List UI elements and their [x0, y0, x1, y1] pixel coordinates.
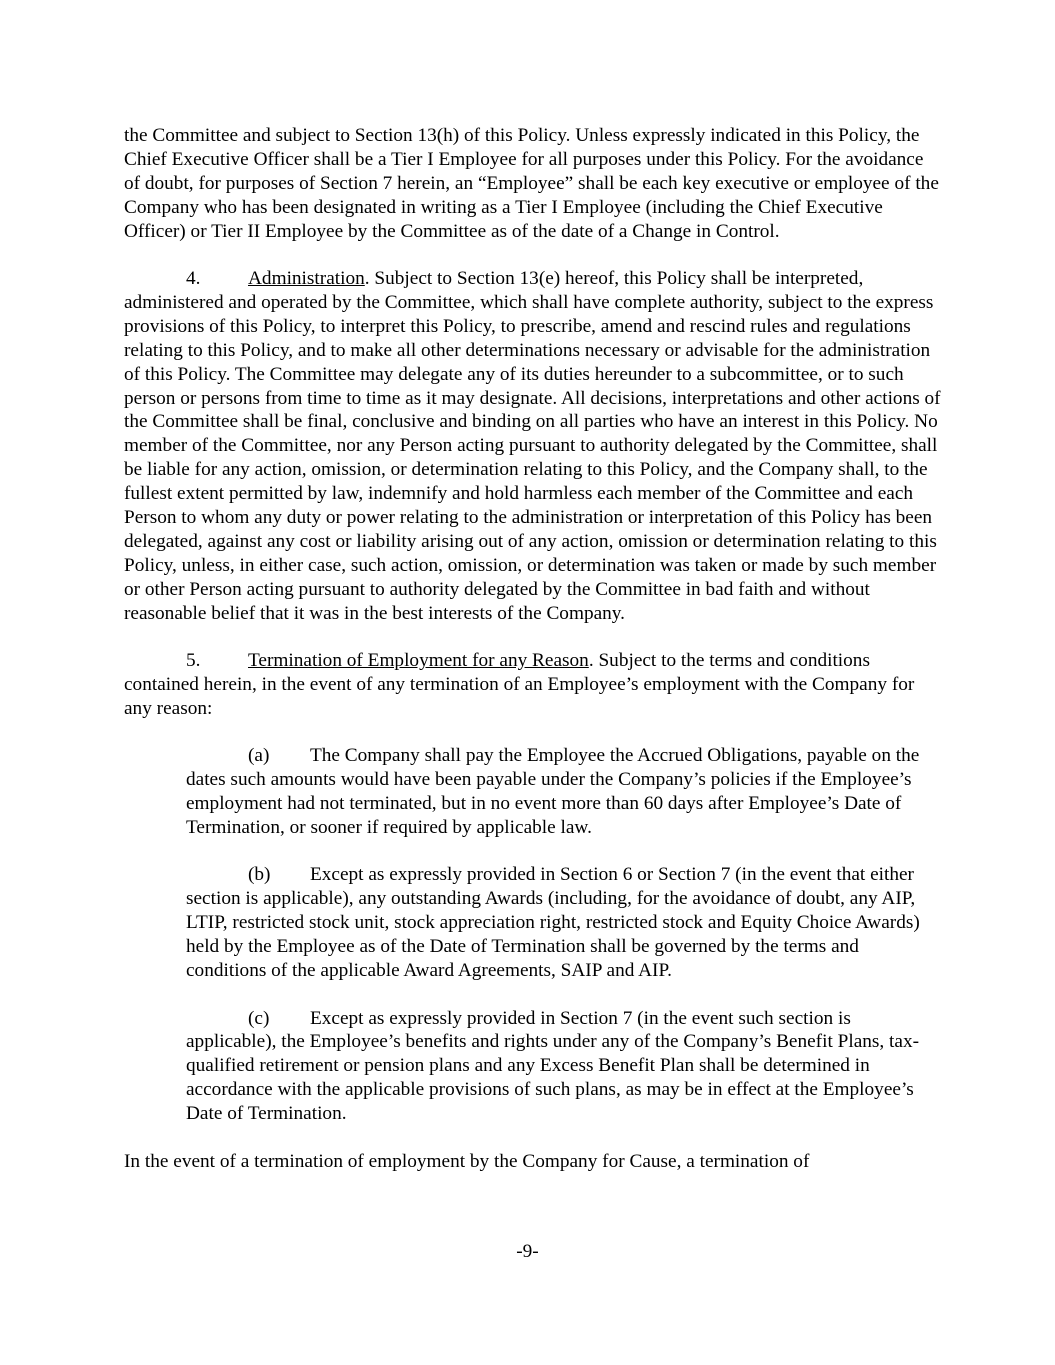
- item-c-text: Except as expressly provided in Section 7 (in the event such section is applicable), the Employee’s benefits and rights under any of the Company’s Benefit Plans, tax-qualified retirement or pension plans and any Excess Benefit Plan shall be determined in accordance with the applicable provisions of such plans, as may be in effect at the Employee’s Date of Termination.: [186, 1007, 920, 1125]
- item-b-text: Except as expressly provided in Section 6 or Section 7 (in the event that either section is applicable), any outstanding Awards (including, for the avoidance of doubt, any AIP, LTIP, restricted stock unit, stock appreciation right, restricted stock and Equity Choice Awards) held by the Employee as of the Date of Termination shall be governed by the terms and conditions of the applicable Award Agreements, SAIP and AIP.: [186, 864, 920, 982]
- section-4-body: . Subject to Section 13(e) hereof, this Policy shall be interpreted, administered and operated by the Committee, which shall have complete authority, subject to the express provisions of this Policy, to interpret this Policy, to prescribe, amend and rescind rules and regulations relating to this Policy, and to make all other determinations necessary or advisable for the administration of this Policy. The Committee may delegate any of its duties hereunder to a subcommittee, or to such person or persons from time to time as it may designate. All decisions, interpretations and other actions of the Committee shall be final, conclusive and binding on all parties who have an interest in this Policy. No member of the Committee, nor any Person acting pursuant to authority delegated by the Committee, shall be liable for any action, omission, or determination relating to this Policy, and the Company shall, to the fullest extent permitted by law, indemnify and hold harmless each member of the Committee and each Person to whom any duty or power relating to the administration or interpretation of this Policy has been delegated, against any cost or liability arising out of any action, omission or determination relating to this Policy, unless, in either case, such action, omission, or determination was taken or made by such member or other Person acting pursuant to authority delegated by the Committee in bad faith and without reasonable belief that it was in the best interests of the Company.: [124, 268, 941, 624]
- closing-paragraph: [124, 1150, 944, 1174]
- section-5-item-a: [186, 744, 944, 840]
- item-a-label: (a): [248, 745, 270, 767]
- intro-text: the Committee and subject to Section 13(h) of this Policy. Unless expressly indicated in this Policy, the Chief Executive Officer shall be a Tier I Employee for all purposes under this Policy. For the avoidance of doubt, for purposes of Section 7 herein, an “Employee” shall be each key executive or employee of the Company who has been designated in writing as a Tier I Employee (including the Chief Executive Officer) or Tier II Employee by the Committee as of the date of a Change in Control.: [124, 125, 939, 242]
- section-5-paragraph: [124, 649, 944, 721]
- closing-text: In the event of a termination of employment by the Company for Cause, a termination of: [124, 1150, 810, 1172]
- intro-paragraph: [124, 124, 944, 244]
- document-body: [124, 124, 944, 1173]
- section-4-paragraph: [124, 267, 944, 626]
- section-5-number: 5.: [186, 650, 201, 672]
- item-c-label: (c): [248, 1007, 270, 1029]
- item-b-label: (b): [248, 864, 271, 886]
- section-5-heading: Termination of Employment for any Reason: [248, 650, 589, 672]
- section-5-body: . Subject to the terms and conditions contained herein, in the event of any termination of an Employee’s employment with the Company for any reason:: [124, 650, 915, 719]
- item-a-text: The Company shall pay the Employee the Accrued Obligations, payable on the dates such amounts would have been payable under the Company’s policies if the Employee’s employment had not terminated, but in no event more than 60 days after Employee’s Date of Termination, or sooner if required by applicable law.: [186, 745, 920, 839]
- section-4-heading: Administration: [248, 268, 365, 290]
- section-5-item-c: [186, 1007, 944, 1127]
- section-4-number: 4.: [186, 268, 201, 290]
- section-5-item-b: [186, 863, 944, 983]
- page-number: -9-: [516, 1241, 539, 1262]
